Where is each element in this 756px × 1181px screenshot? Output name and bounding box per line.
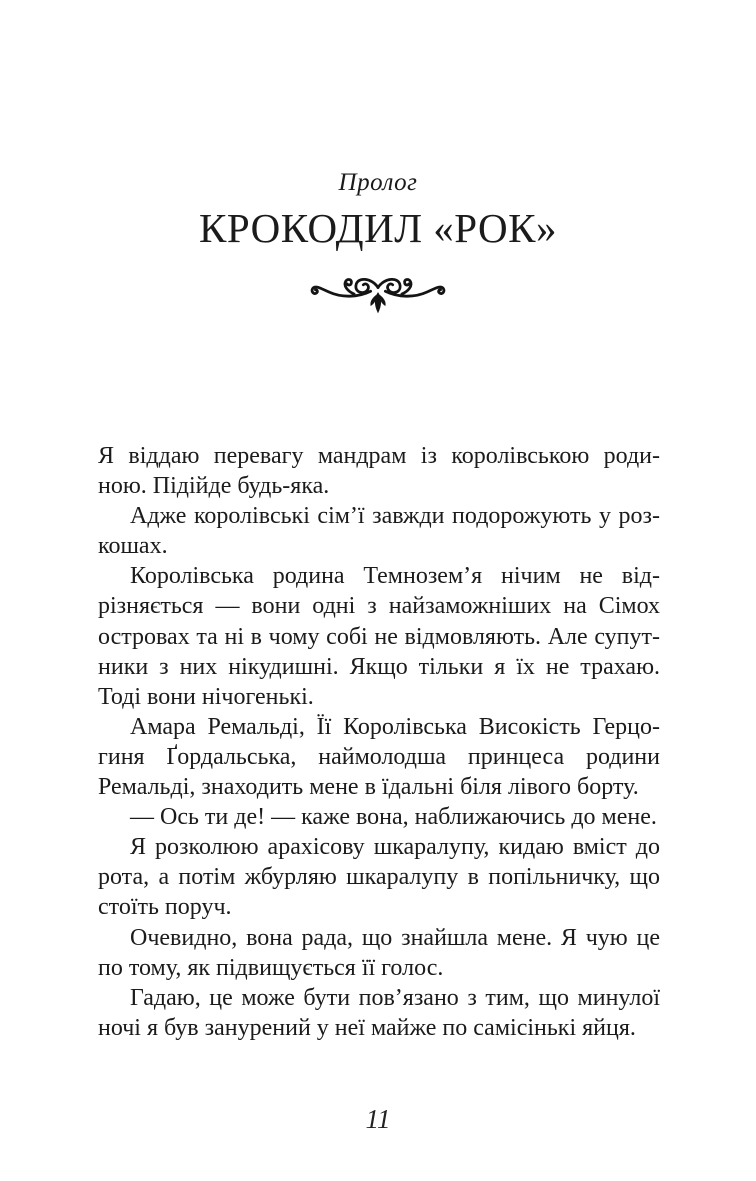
body-text — [98, 441, 660, 1043]
chapter-kicker: Пролог — [338, 169, 418, 196]
paragraph-line: Ремальді, знаходить мене в їдальні біля лівого борту. — [98, 774, 639, 801]
page-number: 11 — [365, 1104, 391, 1134]
paragraph-line: — Ось ти де! — каже вона, наближаючись до мене. — [130, 804, 657, 831]
paragraph-line: гиня Ґордальська, наймолодша принцеса родини — [98, 743, 660, 770]
paragraph-line: рота, а потім жбурляю шкаралупу в попільничку, що — [98, 864, 660, 891]
paragraph-line: Очевидно, вона рада, що знайшла мене. Я чую це — [130, 924, 660, 951]
paragraph-line: Адже королівські сім’ї завжди подорожують у роз- — [130, 503, 660, 530]
paragraph-line: ники з них нікудишні. Якщо тільки я їх не трахаю. — [98, 653, 660, 680]
paragraph-line: кошах. — [98, 533, 168, 560]
paragraph-line: по тому, як підвищується її голос. — [98, 954, 444, 981]
paragraph-line: Я віддаю перевагу мандрам із королівською роди- — [98, 443, 660, 469]
paragraph-line: Королівська родина Темнозем’я нічим не від- — [130, 563, 660, 590]
paragraph-line: Я розколюю арахісову шкаралупу, кидаю вміст до — [130, 834, 660, 861]
paragraph-line: Амара Ремальді, Її Королівська Високість Герцо- — [130, 713, 660, 740]
chapter-title: КРОКОДИЛ «РОК» — [198, 205, 558, 251]
paragraph-line: Гадаю, це може бути пов’язано з тим, що минулої — [130, 984, 660, 1011]
paragraph-line: стоїть поруч. — [98, 894, 232, 921]
flourish-ornament-icon — [0, 271, 756, 317]
paragraph-line: Тоді вони нічогенькі. — [98, 683, 314, 710]
paragraph-line: островах та ні в чому собі не відмовляють. Але супут- — [98, 623, 660, 650]
paragraph-line: різняється — вони одні з найзаможніших на Сімох — [98, 593, 660, 620]
paragraph-line: ночі я був занурений у неї майже по самісінькі яйця. — [98, 1014, 636, 1041]
paragraph-line: ною. Підійде будь-яка. — [98, 473, 330, 500]
